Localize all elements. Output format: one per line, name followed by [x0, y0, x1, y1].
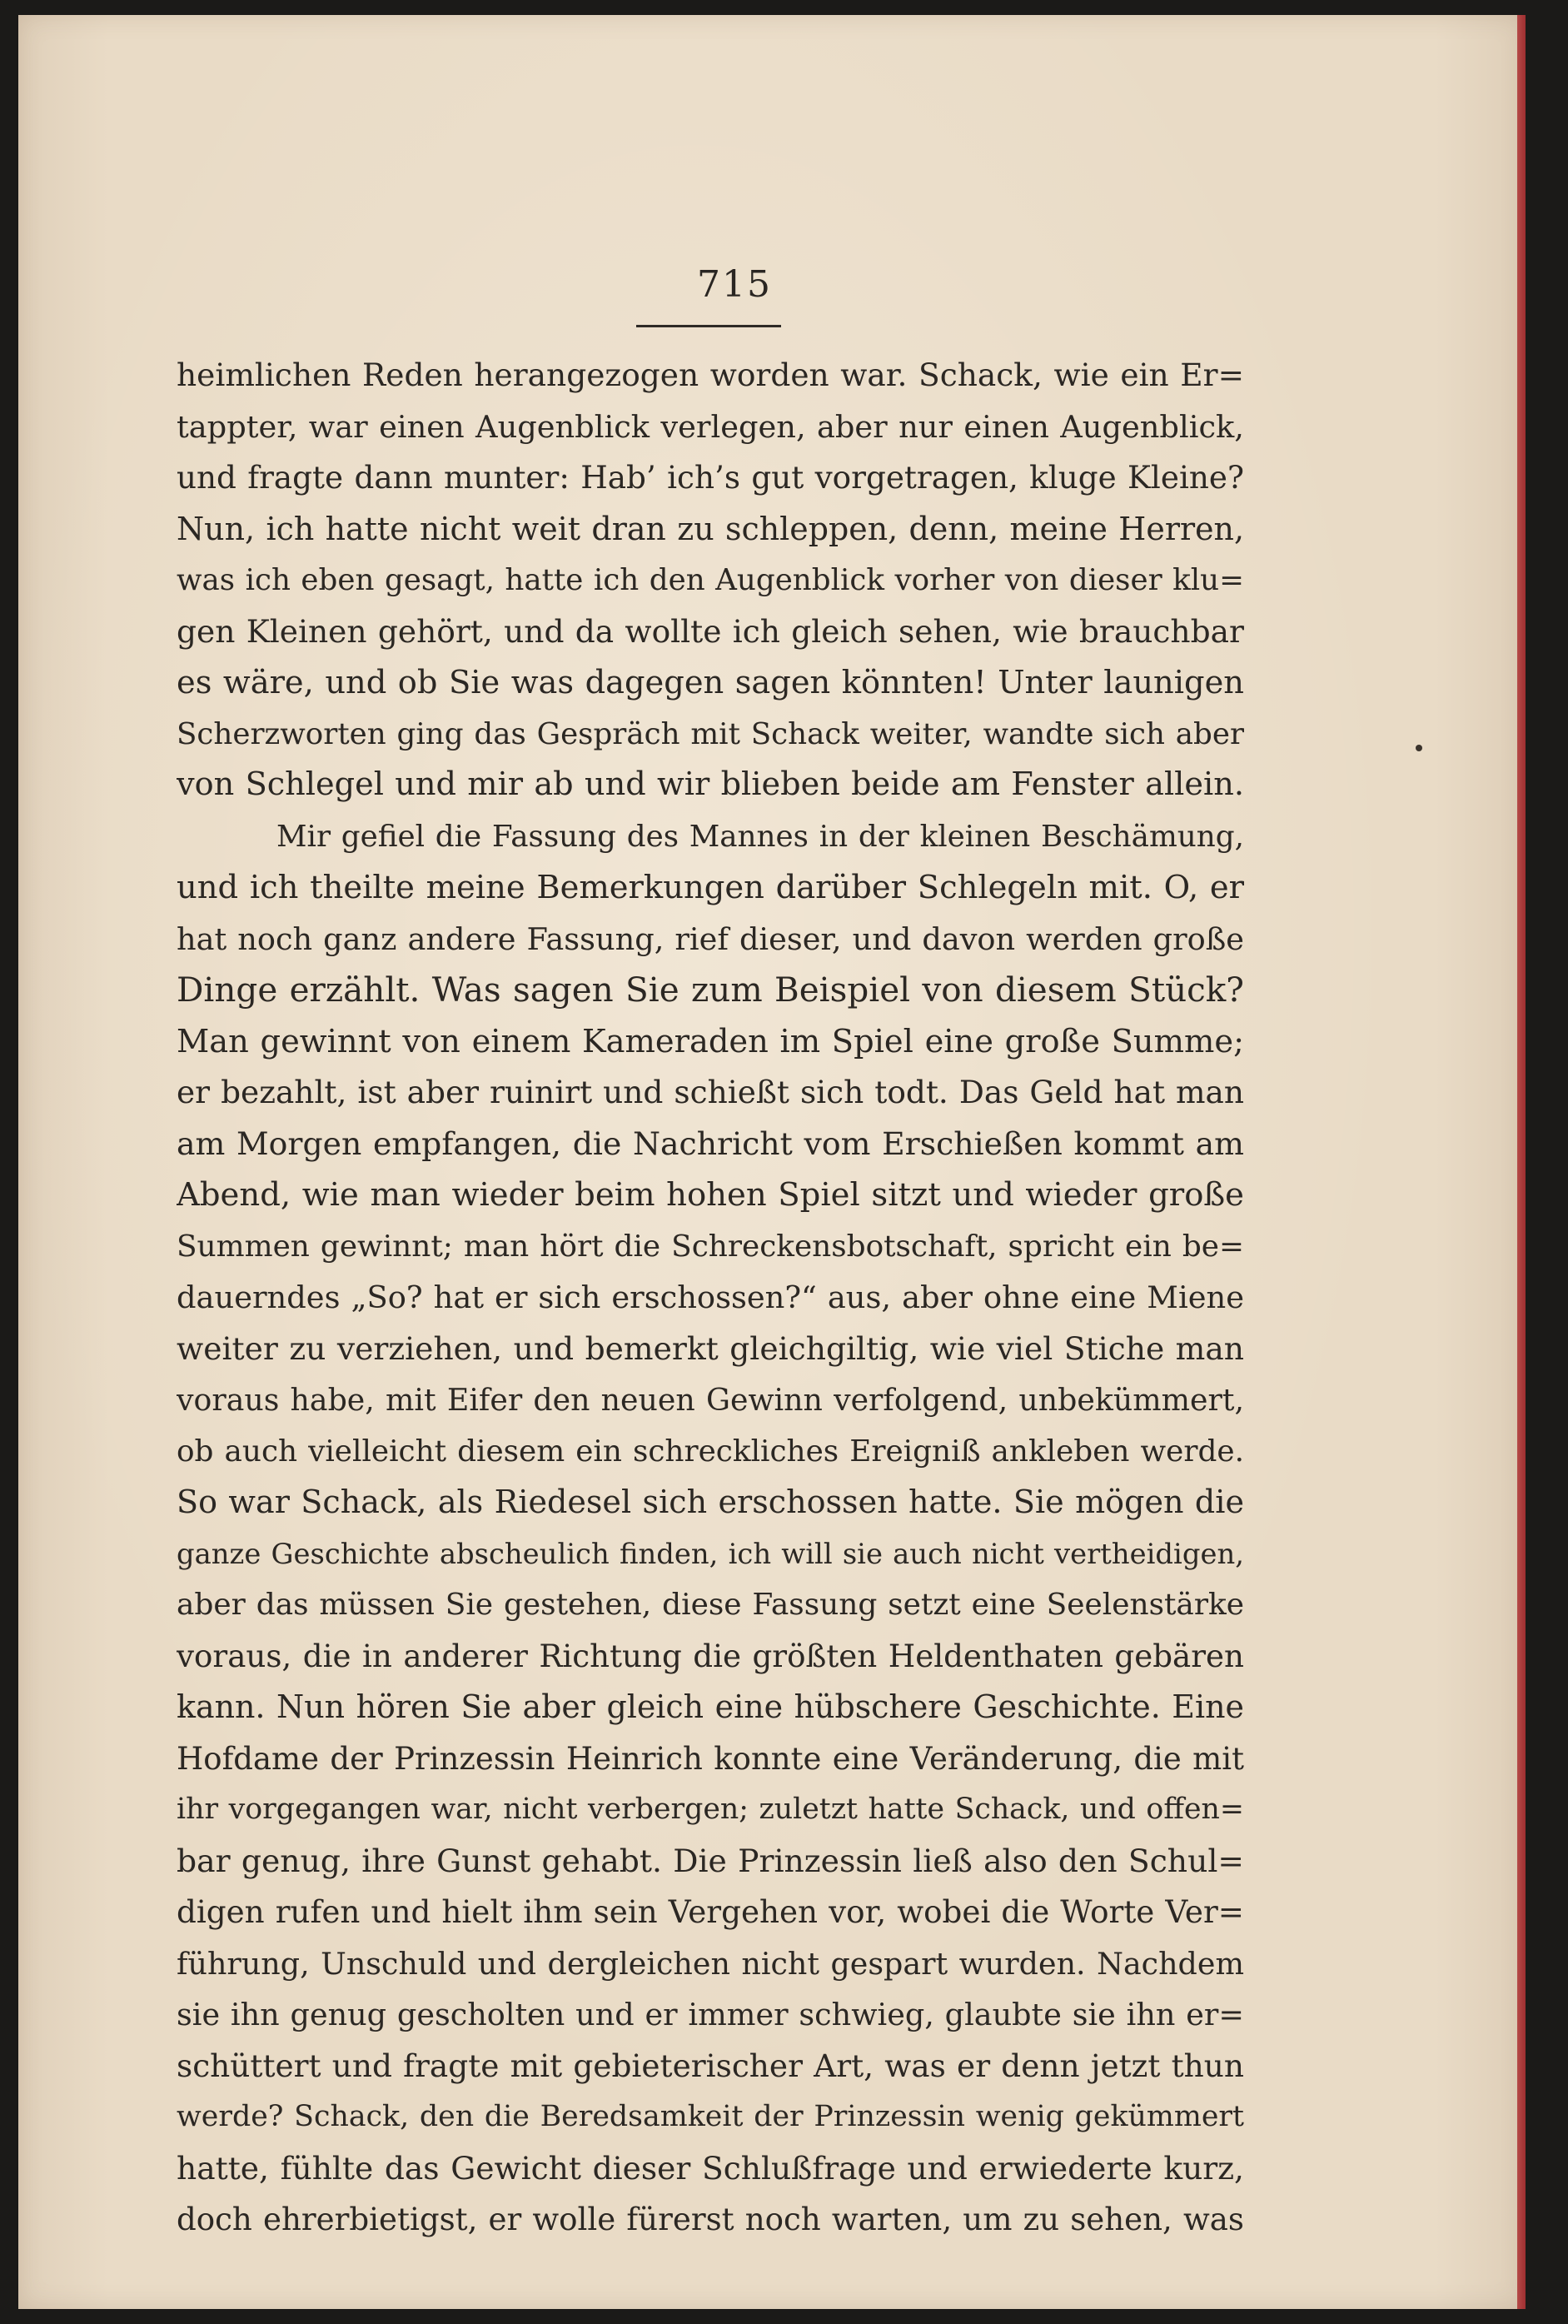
text-line: werde? Schack, den die Beredsamkeit der Prinzessin wenig gekümmert — [177, 2100, 1244, 2133]
text-line: und fragte dann munter: Hab’ ich’s gut vorgetragen, kluge Kleine? — [177, 459, 1244, 496]
text-line: voraus habe, mit Eifer den neuen Gewinn verfolgend, unbekümmert, — [177, 1382, 1244, 1418]
book-page — [18, 15, 1526, 2309]
text-line: Hofdame der Prinzessin Heinrich konnte eine Veränderung, die mit — [177, 1740, 1244, 1777]
text-line: schüttert und fragte mit gebieterischer Art, was er denn jetzt thun — [177, 2047, 1244, 2084]
text-line: digen rufen und hielt ihm sein Vergehen vor, wobei die Worte Ver= — [177, 1893, 1244, 1930]
page-number-rule — [636, 325, 781, 327]
text-line: von Schlegel und mir ab und wir blieben beide am Fenster allein. — [177, 766, 1244, 803]
text-line: Dinge erzählt. Was sagen Sie zum Beispiel von diesem Stück? — [177, 970, 1244, 1010]
text-line: So war Schack, als Riedesel sich erschossen hatte. Sie mögen die — [177, 1484, 1244, 1520]
text-line: was ich eben gesagt, hatte ich den Augenblick vorher von dieser klu= — [177, 563, 1244, 597]
text-line: Nun, ich hatte nicht weit dran zu schleppen, denn, meine Herren, — [177, 510, 1244, 547]
text-line: und ich theilte meine Bemerkungen darüber Schlegeln mit. O, er — [177, 869, 1244, 906]
text-line: aber das müssen Sie gestehen, diese Fassung setzt eine Seelenstärke — [177, 1588, 1244, 1622]
text-line: Man gewinnt von einem Kameraden im Spiel eine große Summe; — [177, 1022, 1244, 1060]
text-line: er bezahlt, ist aber ruinirt und schießt sich todt. Das Geld hat man — [177, 1074, 1244, 1110]
text-line: am Morgen empfangen, die Nachricht vom Erschießen kommt am — [177, 1125, 1244, 1162]
text-line: voraus, die in anderer Richtung die größten Heldenthaten gebären — [177, 1637, 1244, 1674]
text-line: sie ihn genug gescholten und er immer schwieg, glaubte sie ihn er= — [177, 1997, 1244, 2032]
text-line: ihr vorgegangen war, nicht verbergen; zuletzt hatte Schack, und offen= — [177, 1793, 1244, 1826]
body-text — [177, 350, 1244, 2246]
ink-speck — [1416, 745, 1422, 751]
text-line: gen Kleinen gehört, und da wollte ich gleich sehen, wie brauchbar — [177, 612, 1244, 650]
text-line-paragraph-start: Mir gefiel die Fassung des Mannes in der kleinen Beschämung, — [276, 819, 1244, 854]
red-page-edge — [1517, 15, 1526, 2309]
text-line: es wäre, und ob Sie was dagegen sagen könnten! Unter launigen — [177, 664, 1244, 701]
text-line: ob auch vielleicht diesem ein schreckliches Ereigniß ankleben werde. — [177, 1434, 1244, 1469]
text-line: bar genug, ihre Gunst gehabt. Die Prinzessin ließ also den Schul= — [177, 1842, 1244, 1879]
text-line: Abend, wie man wieder beim hohen Spiel sitzt und wieder große — [177, 1176, 1244, 1214]
text-line: tappter, war einen Augenblick verlegen, aber nur einen Augenblick, — [177, 408, 1244, 445]
text-line: ganze Geschichte abscheulich finden, ich will sie auch nicht vertheidigen, — [177, 1537, 1244, 1570]
text-line: doch ehrerbietigst, er wolle fürerst noch warten, um zu sehen, was — [177, 2202, 1244, 2237]
text-line: hatte, fühlte das Gewicht dieser Schlußfrage und erwiederte kurz, — [177, 2149, 1244, 2187]
text-line: führung, Unschuld und dergleichen nicht gespart wurden. Nachdem — [177, 1945, 1244, 1982]
text-line: Summen gewinnt; man hört die Schreckensbotschaft, spricht ein be= — [177, 1229, 1244, 1264]
page-number: 715 — [697, 263, 772, 306]
text-line: heimlichen Reden herangezogen worden war. Schack, wie ein Er= — [177, 357, 1244, 393]
text-line: kann. Nun hören Sie aber gleich eine hübschere Geschichte. Eine — [177, 1688, 1244, 1725]
text-line: Scherzworten ging das Gespräch mit Schack weiter, wandte sich aber — [177, 716, 1244, 751]
text-line: dauerndes „So? hat er sich erschossen?“ aus, aber ohne eine Miene — [177, 1279, 1244, 1315]
text-line: weiter zu verziehen, und bemerkt gleichgiltig, wie viel Stiche man — [177, 1329, 1244, 1367]
text-line: hat noch ganz andere Fassung, rief dieser, und davon werden große — [177, 920, 1244, 957]
